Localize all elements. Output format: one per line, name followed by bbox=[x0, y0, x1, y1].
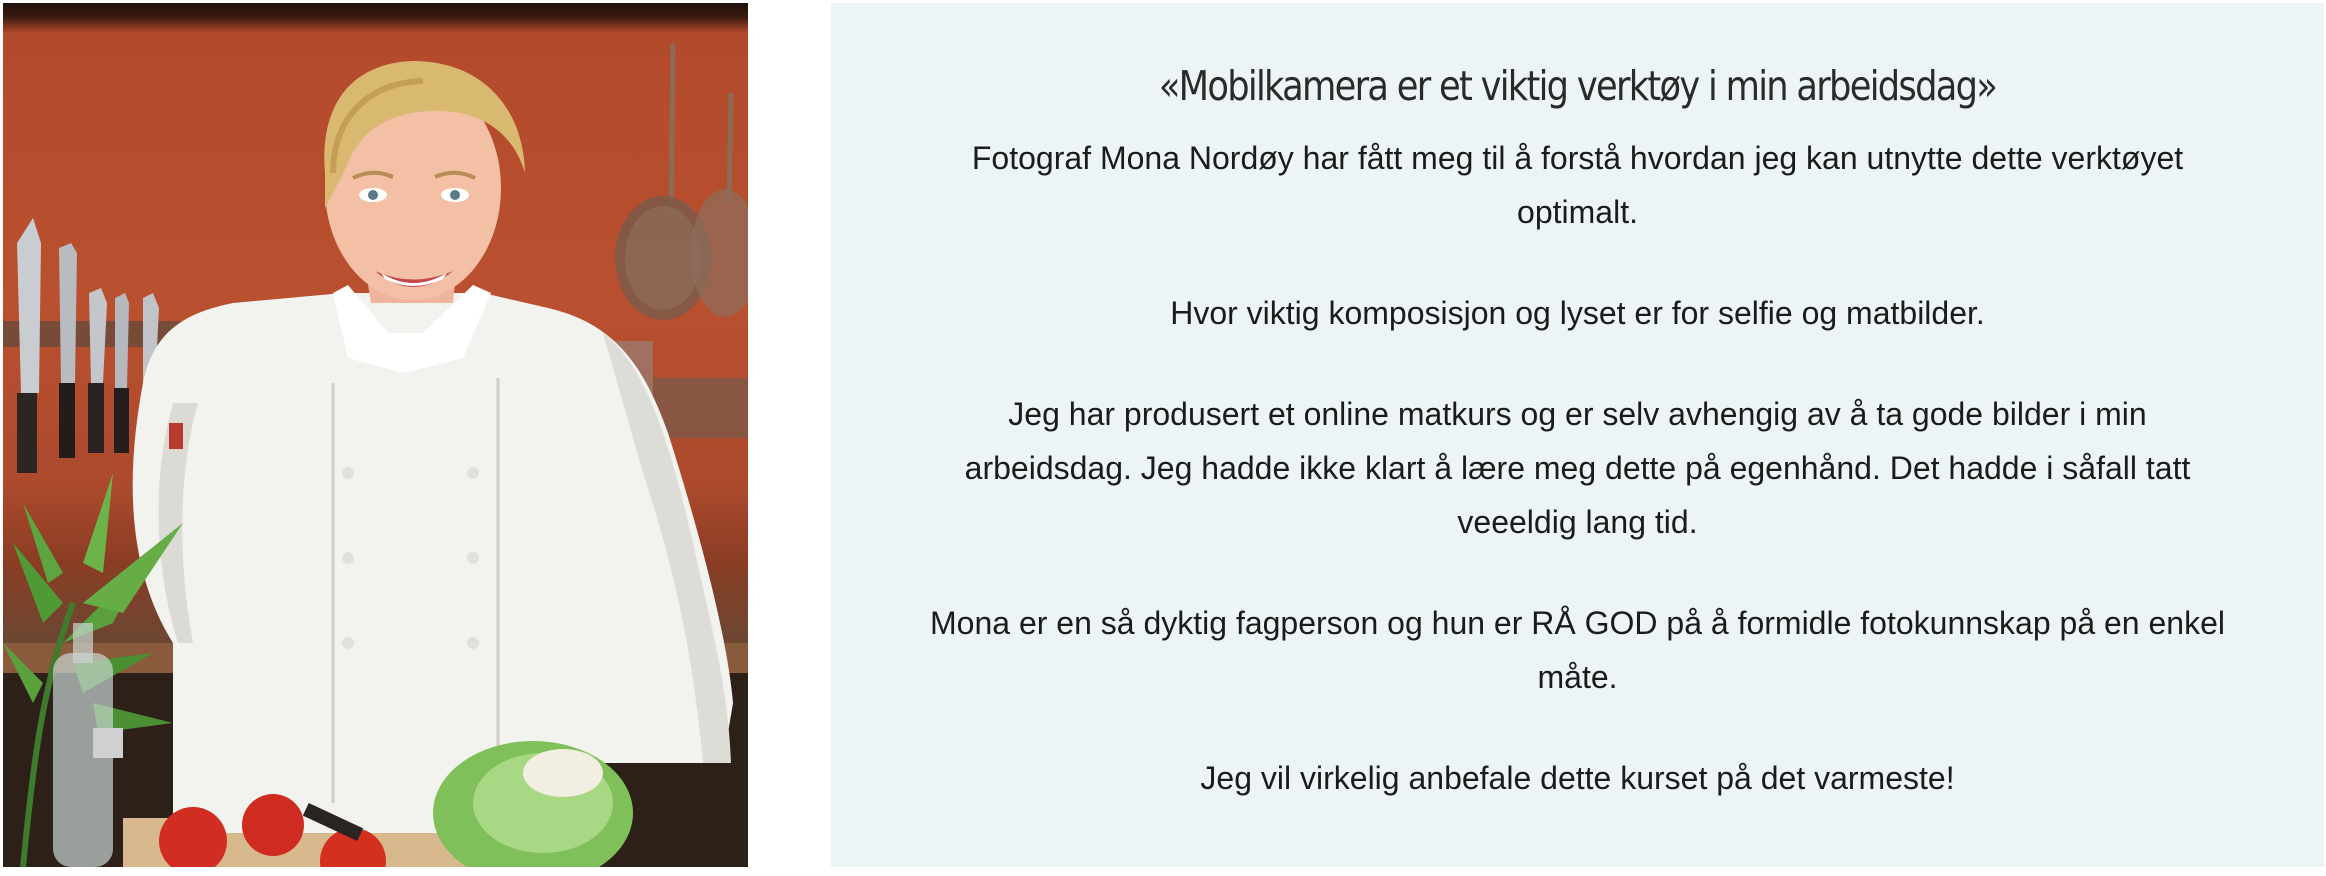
chef-photo bbox=[3, 3, 748, 867]
hanging-utensils bbox=[615, 43, 748, 320]
testimonial-paragraph: Jeg vil virkelig anbefale dette kurset på det varmeste! bbox=[1200, 760, 1955, 796]
testimonial-paragraph: Mona er en så dyktig fagperson og hun er RÅ GOD på å formidle fotokunnskap på en enkel måte. bbox=[930, 605, 2225, 695]
chef-illustration bbox=[3, 3, 748, 867]
testimonial-heading: «Mobilkamera er et viktig verktøy i min arbeidsdag» bbox=[1158, 62, 1997, 110]
testimonial-paragraph: Hvor viktig komposisjon og lyset er for selfie og matbilder. bbox=[1170, 295, 1985, 331]
testimonial-panel bbox=[831, 3, 2324, 867]
testimonial-paragraph: Fotograf Mona Nordøy har fått meg til å forstå hvordan jeg kan utnytte dette verktøyet optimalt. bbox=[971, 140, 2184, 230]
testimonial-body bbox=[923, 131, 2233, 805]
testimonial-paragraph: Jeg har produsert et online matkurs og er selv avhengig av å ta gode bilder i min arbeidsdag. Jeg hadde ikke klart å lære meg dette på egenhånd. Det hadde i såfall tatt veeeldig lang tid. bbox=[964, 396, 2191, 540]
